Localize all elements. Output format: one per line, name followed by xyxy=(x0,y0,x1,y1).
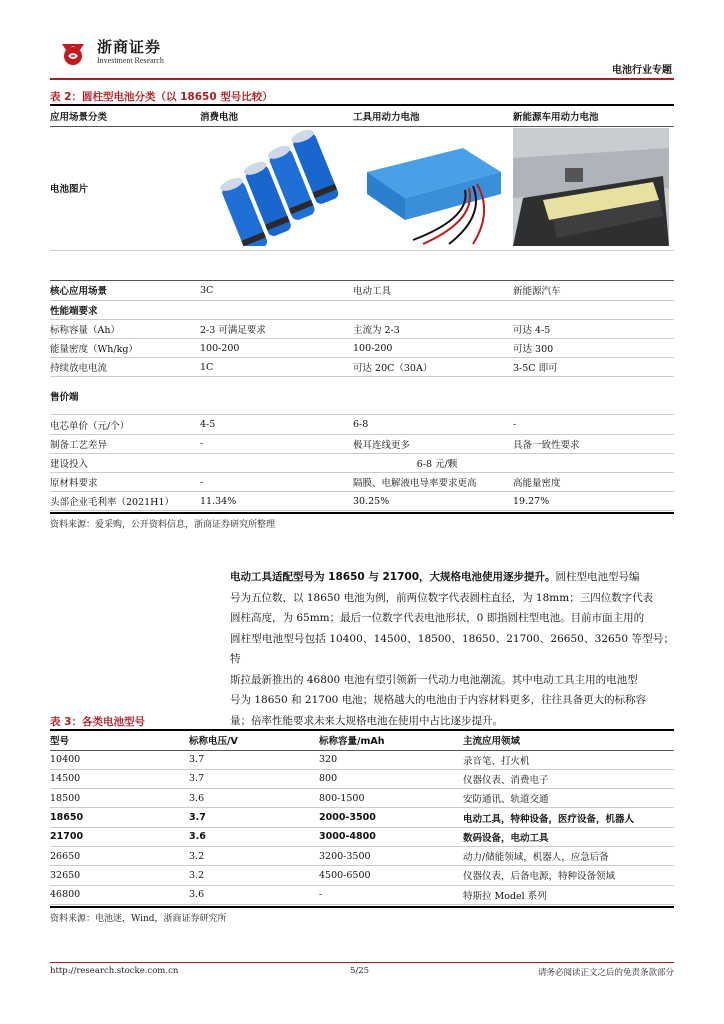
table2-image-row-label: 电池图片 xyxy=(50,126,200,250)
table2-cell: - xyxy=(200,473,353,492)
table3-cell-model: 18500 xyxy=(50,789,189,808)
table3-cell-voltage: 3.7 xyxy=(189,750,319,769)
footer-url[interactable]: http://research.stocke.com.cn xyxy=(50,966,179,976)
table3-col-voltage: 标称电压/V xyxy=(189,731,319,750)
table2-merged-cell: 6-8 元/颗 xyxy=(200,453,674,472)
table2-cell: 11.34% xyxy=(200,492,353,511)
page-number: 5/25 xyxy=(350,966,370,976)
ev-battery-module-icon xyxy=(513,128,669,246)
table3-cell-capacity: 2000-3500 xyxy=(319,808,463,827)
table3-cell-voltage: 3.6 xyxy=(189,827,319,846)
table3-cell-voltage: 3.2 xyxy=(189,846,319,865)
table3-cell-voltage: 3.2 xyxy=(189,866,319,885)
table3-cell-voltage: 3.6 xyxy=(189,885,319,904)
table2-cell: 新能源汽车 xyxy=(513,281,674,300)
header-divider xyxy=(50,78,674,80)
table2-cell: 可达 20C（30A） xyxy=(353,358,513,377)
brand-tagline: Investment Research xyxy=(97,56,164,65)
table3-row xyxy=(50,769,674,788)
table2-cell: 具备一致性要求 xyxy=(513,434,674,453)
table2-col-consumer: 消费电池 xyxy=(200,106,353,126)
table2-cell: 30.25% xyxy=(353,492,513,511)
table3-cell-capacity: 3200-3500 xyxy=(319,846,463,865)
table2-row xyxy=(50,434,674,453)
table2-cell: - xyxy=(200,434,353,453)
table2-row xyxy=(50,358,674,377)
battery-pack-icon xyxy=(353,128,509,246)
table3-cell-model: 10400 xyxy=(50,750,189,769)
table2-cell: 6-8 xyxy=(353,415,513,434)
table3-cell-capacity: 3000-4800 xyxy=(319,827,463,846)
table2-section-label: 性能端要求 xyxy=(50,300,674,319)
table2-cell: 1C xyxy=(200,358,353,377)
table3-row xyxy=(50,885,674,904)
table3-cell-model: 46800 xyxy=(50,885,189,904)
table2-row-label: 制备工艺差异 xyxy=(50,434,200,453)
table2-cell: 4-5 xyxy=(200,415,353,434)
table3-source: 资料来源：电池迷，Wind，浙商证券研究所 xyxy=(50,914,227,924)
table3-row xyxy=(50,789,674,808)
table2-cell: 隔膜、电解液电导率要求更高 xyxy=(353,473,513,492)
table2-cell: 电动工具 xyxy=(353,281,513,300)
table2-row xyxy=(50,319,674,338)
table3-cell-use: 仪器仪表、消费电子 xyxy=(463,769,674,788)
table3-col-capacity: 标称容量/mAh xyxy=(319,731,463,750)
paragraph-line: 斯拉最新推出的 46800 电池有望引领新一代动力电池潮流。其中电动工具主用的电池型 xyxy=(230,673,638,686)
table3-cell-use: 电动工具，特种设备，医疗设备，机器人 xyxy=(463,808,674,827)
table3-caption: 表 3：各类电池型号 xyxy=(50,716,145,728)
table3-bottom-rule xyxy=(50,906,674,908)
table3-row xyxy=(50,750,674,769)
table3-cell-voltage: 3.7 xyxy=(189,808,319,827)
table2-row-label: 标称容量（Ah） xyxy=(50,319,200,338)
table3-cell-use: 仪器仪表，后备电源，特种设备领域 xyxy=(463,866,674,885)
table2-cell: 3-5C 即可 xyxy=(513,358,674,377)
table3-cell-model: 18650 xyxy=(50,808,189,827)
page-header xyxy=(50,30,674,80)
table2-row-label: 头部企业毛利率（2021H1） xyxy=(50,492,200,511)
table2-row xyxy=(50,377,674,415)
table2-source: 资料来源：爱采购，公开资料信息，浙商证券研究所整理 xyxy=(50,520,276,530)
footer-divider xyxy=(50,962,674,963)
table3-cell-capacity: 800-1500 xyxy=(319,789,463,808)
table2-row-label: 核心应用场景 xyxy=(50,281,200,300)
table2-row xyxy=(50,281,674,300)
table2-cell: - xyxy=(513,415,674,434)
table2-row xyxy=(50,415,674,434)
table2-cell: 3C xyxy=(200,281,353,300)
table3-cell-capacity: 4500-6500 xyxy=(319,866,463,885)
table2-row-label: 建设投入 xyxy=(50,453,200,472)
table2-col-ev: 新能源车用动力电池 xyxy=(513,106,674,126)
table3-col-use: 主流应用领域 xyxy=(463,731,674,750)
table3-cell-capacity: 800 xyxy=(319,769,463,788)
paragraph-line: 号为五位数，以 18650 电池为例，前两位数字代表圆柱直径，为 18mm；三四位数字代表 xyxy=(230,591,654,604)
table3-cell-use: 安防通讯、轨道交通 xyxy=(463,789,674,808)
paragraph-line: 圆柱高度，为 65mm；最后一位数字代表电池形状，0 即指圆柱型电池。目前市面主用的 xyxy=(230,612,645,624)
table3-row xyxy=(50,827,674,846)
table2-cell: 极耳连线更多 xyxy=(353,434,513,453)
paragraph-lead: 电动工具适配型号为 18650 与 21700，大规格电池使用逐步提升。 xyxy=(230,571,556,583)
table2-col-tool: 工具用动力电池 xyxy=(353,106,513,126)
battery-classification-table xyxy=(50,106,674,251)
table3-cell-use: 录音笔、打火机 xyxy=(463,750,674,769)
table3-col-model: 型号 xyxy=(50,731,189,750)
table2-row-label: 能量密度（Wh/kg） xyxy=(50,339,200,358)
ev-battery-pack-image xyxy=(513,126,674,250)
table2-cell: 2-3 可满足要求 xyxy=(200,319,353,338)
table2-row xyxy=(50,492,674,511)
table2-cell: 19.27% xyxy=(513,492,674,511)
table2-row xyxy=(50,300,674,319)
table2-cell: 高能量密度 xyxy=(513,473,674,492)
table3-cell-model: 21700 xyxy=(50,827,189,846)
table2-cell: 可达 300 xyxy=(513,339,674,358)
table3-cell-capacity: 320 xyxy=(319,750,463,769)
paragraph-line: 号为 18650 和 21700 电池；规格越大的电池由于内容材料更多，往往具备更大的标称容 xyxy=(230,694,647,706)
table2-row-label: 原材料要求 xyxy=(50,473,200,492)
paragraph-line: 圆柱型电池型号编 xyxy=(555,571,640,583)
table2-cell: 100-200 xyxy=(353,339,513,358)
consumer-battery-image xyxy=(200,126,353,250)
paragraph-line: 量；倍率性能要求未来大规格电池在使用中占比逐步提升。 xyxy=(230,714,503,727)
brand-logo-icon xyxy=(58,38,88,68)
table3-cell-use: 动力/储能领域，机器人，应急后备 xyxy=(463,846,674,865)
table2-row-label: 持续放电电流 xyxy=(50,358,200,377)
table3-row xyxy=(50,846,674,865)
table2-section-label: 售价端 xyxy=(50,377,674,415)
table2-row-label: 电芯单价（元/个） xyxy=(50,415,200,434)
table3-cell-model: 14500 xyxy=(50,769,189,788)
table3-cell-model: 26650 xyxy=(50,846,189,865)
brand-name: 浙商证券 xyxy=(97,38,162,56)
footer-disclaimer: 请务必阅读正文之后的免责条款部分 xyxy=(537,968,674,978)
body-paragraph xyxy=(230,567,674,731)
table2-cell: 可达 4-5 xyxy=(513,319,674,338)
table3-row xyxy=(50,866,674,885)
table3-cell-model: 32650 xyxy=(50,866,189,885)
battery-classification-table-body xyxy=(50,281,674,511)
cylindrical-cells-icon xyxy=(200,128,353,246)
table2-col-category: 应用场景分类 xyxy=(50,106,200,126)
table3-row xyxy=(50,808,674,827)
table3-cell-capacity: - xyxy=(319,885,463,904)
table3-cell-use: 数码设备，电动工具 xyxy=(463,827,674,846)
table2-cell: 主流为 2-3 xyxy=(353,319,513,338)
table3-cell-use: 特斯拉 Model 系列 xyxy=(463,885,674,904)
battery-models-table xyxy=(50,731,674,905)
paragraph-line: 圆柱型电池型号包括 10400、14500、18500、18650、21700、26650、32650 等型号；特 xyxy=(230,632,674,665)
table2-bottom-rule xyxy=(50,512,674,514)
table2-caption: 表 2：圆柱型电池分类（以 18650 型号比较） xyxy=(50,91,273,103)
table3-cell-voltage: 3.6 xyxy=(189,789,319,808)
table2-row xyxy=(50,339,674,358)
table2-cell: 100-200 xyxy=(200,339,353,358)
table3-cell-voltage: 3.7 xyxy=(189,769,319,788)
tool-battery-pack-image xyxy=(353,126,513,250)
table2-row xyxy=(50,473,674,492)
report-title: 电池行业专题 xyxy=(612,65,672,76)
table2-row xyxy=(50,453,674,472)
